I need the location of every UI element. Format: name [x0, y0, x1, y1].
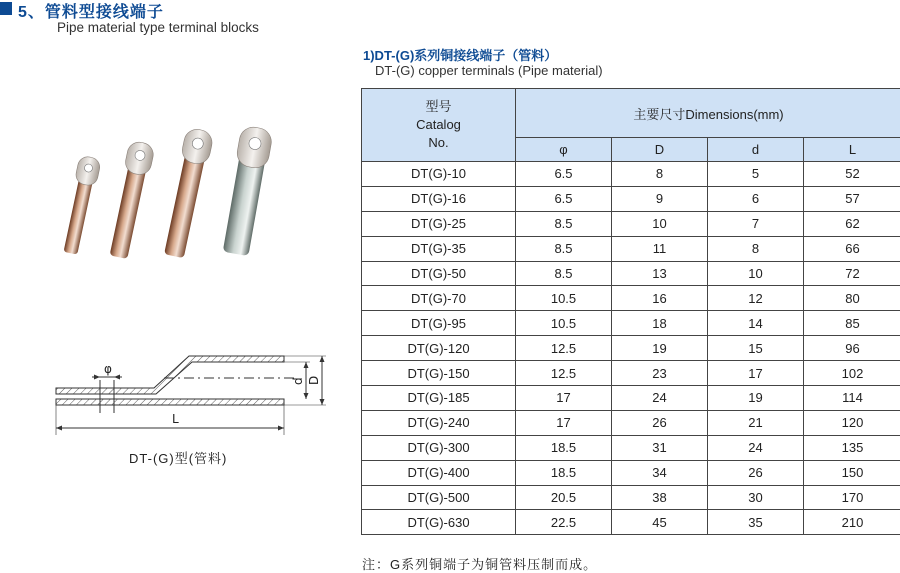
cell-catalog-no: DT(G)-10 [362, 162, 516, 187]
cell-catalog-no: DT(G)-150 [362, 361, 516, 386]
cell-D: 10 [612, 211, 708, 236]
cell-L: 72 [804, 261, 900, 286]
section-title: 5、管料型接线端子 [18, 0, 164, 22]
cell-D: 19 [612, 336, 708, 361]
table-row [362, 211, 900, 236]
cell-catalog-no: DT(G)-95 [362, 311, 516, 336]
L-label: L [172, 412, 179, 426]
table-row [362, 336, 900, 361]
cell-d: 6 [708, 186, 804, 211]
cell-d: 15 [708, 336, 804, 361]
table-row [362, 261, 900, 286]
dimensions-header: 主要尺寸Dimensions(mm) [516, 89, 900, 138]
cell-d: 14 [708, 311, 804, 336]
cell-catalog-no: DT(G)-630 [362, 510, 516, 535]
cell-d: 17 [708, 361, 804, 386]
terminal-technical-drawing [44, 345, 334, 440]
cell-phi: 17 [516, 410, 612, 435]
cell-L: 52 [804, 162, 900, 187]
table-body [362, 162, 900, 535]
table-row [362, 435, 900, 460]
cell-phi: 18.5 [516, 435, 612, 460]
cell-phi: 18.5 [516, 460, 612, 485]
cell-phi: 10.5 [516, 286, 612, 311]
cell-catalog-no: DT(G)-120 [362, 336, 516, 361]
cell-L: 62 [804, 211, 900, 236]
cell-D: 8 [612, 162, 708, 187]
cell-catalog-no: DT(G)-500 [362, 485, 516, 510]
cell-d: 10 [708, 261, 804, 286]
cell-D: 11 [612, 236, 708, 261]
cell-catalog-no: DT(G)-25 [362, 211, 516, 236]
cell-L: 102 [804, 361, 900, 386]
cell-phi: 12.5 [516, 361, 612, 386]
dimension-table [361, 88, 900, 535]
cell-D: 23 [612, 361, 708, 386]
cell-phi: 6.5 [516, 186, 612, 211]
cell-D: 18 [612, 311, 708, 336]
cell-phi: 8.5 [516, 261, 612, 286]
cell-d: 35 [708, 510, 804, 535]
col-header-D: D [612, 138, 708, 162]
cell-D: 16 [612, 286, 708, 311]
cell-L: 114 [804, 386, 900, 411]
cell-D: 45 [612, 510, 708, 535]
footnote: 注：G系列铜端子为铜管料压制而成。 [362, 554, 597, 573]
cell-L: 80 [804, 286, 900, 311]
table-row [362, 386, 900, 411]
cell-D: 38 [612, 485, 708, 510]
table-row [362, 361, 900, 386]
section-bullet [0, 2, 12, 15]
terminal-lugs-photo [55, 115, 295, 260]
cell-phi: 12.5 [516, 336, 612, 361]
table-row [362, 460, 900, 485]
cell-L: 85 [804, 311, 900, 336]
table-row [362, 286, 900, 311]
phi-label: φ [104, 362, 112, 376]
cell-L: 96 [804, 336, 900, 361]
table-row [362, 510, 900, 535]
section-subtitle: Pipe material type terminal blocks [57, 20, 259, 35]
cell-phi: 8.5 [516, 236, 612, 261]
cell-L: 66 [804, 236, 900, 261]
cell-phi: 6.5 [516, 162, 612, 187]
table-row [362, 162, 900, 187]
cell-d: 8 [708, 236, 804, 261]
table-row [362, 485, 900, 510]
cell-catalog-no: DT(G)-185 [362, 386, 516, 411]
cell-L: 150 [804, 460, 900, 485]
cell-d: 12 [708, 286, 804, 311]
cell-D: 9 [612, 186, 708, 211]
cell-catalog-no: DT(G)-70 [362, 286, 516, 311]
cell-d: 7 [708, 211, 804, 236]
cell-d: 24 [708, 435, 804, 460]
cell-phi: 20.5 [516, 485, 612, 510]
cell-D: 31 [612, 435, 708, 460]
cell-L: 170 [804, 485, 900, 510]
cell-L: 135 [804, 435, 900, 460]
table-row [362, 410, 900, 435]
cell-phi: 22.5 [516, 510, 612, 535]
cell-L: 210 [804, 510, 900, 535]
cell-phi: 8.5 [516, 211, 612, 236]
cell-L: 57 [804, 186, 900, 211]
cell-D: 26 [612, 410, 708, 435]
cell-catalog-no: DT(G)-35 [362, 236, 516, 261]
cell-catalog-no: DT(G)-240 [362, 410, 516, 435]
cell-D: 13 [612, 261, 708, 286]
table-row [362, 186, 900, 211]
cell-d: 30 [708, 485, 804, 510]
cell-catalog-no: DT(G)-16 [362, 186, 516, 211]
cell-D: 34 [612, 460, 708, 485]
cell-catalog-no: DT(G)-400 [362, 460, 516, 485]
cell-phi: 10.5 [516, 311, 612, 336]
col-header-d: d [708, 138, 804, 162]
catalog-header-cn: 型号 [362, 98, 515, 116]
table-title: 1)DT-(G)系列铜接线端子（管料） [363, 45, 557, 64]
cell-d: 19 [708, 386, 804, 411]
cell-d: 21 [708, 410, 804, 435]
table-row [362, 236, 900, 261]
cell-D: 24 [612, 386, 708, 411]
catalog-header-en: Catalog [362, 116, 515, 134]
drawing-caption: DT-(G)型(管料) [129, 448, 227, 467]
catalog-header-no: No. [362, 134, 515, 152]
table-row [362, 311, 900, 336]
d-label: d [291, 377, 305, 385]
catalog-header [362, 89, 516, 162]
col-header-phi: φ [516, 138, 612, 162]
cell-catalog-no: DT(G)-300 [362, 435, 516, 460]
cell-phi: 17 [516, 386, 612, 411]
cell-catalog-no: DT(G)-50 [362, 261, 516, 286]
cell-d: 5 [708, 162, 804, 187]
table-subtitle: DT-(G) copper terminals (Pipe material) [375, 63, 603, 78]
D-label: D [307, 376, 321, 385]
cell-d: 26 [708, 460, 804, 485]
col-header-L: L [804, 138, 900, 162]
cell-L: 120 [804, 410, 900, 435]
